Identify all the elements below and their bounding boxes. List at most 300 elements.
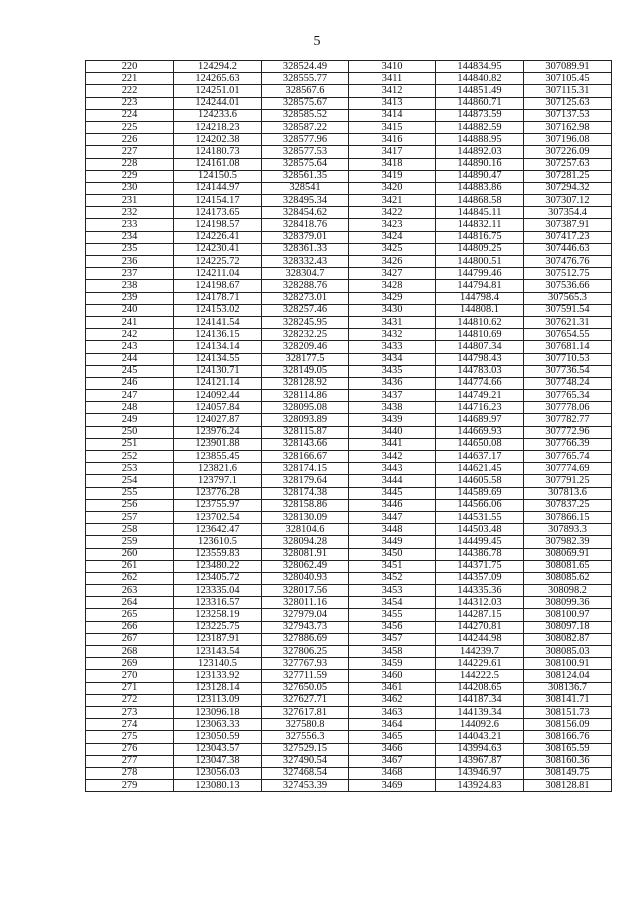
y-coordinate-b: 308151.73 (524, 706, 612, 718)
table-row (86, 597, 612, 609)
point-number-a: 241 (86, 316, 174, 328)
y-coordinate-a: 327453.39 (262, 780, 349, 792)
point-number-a: 246 (86, 377, 174, 389)
y-coordinate-a: 328555.77 (262, 73, 349, 85)
point-number-b: 3418 (349, 158, 436, 170)
point-number-a: 220 (86, 61, 174, 73)
y-coordinate-a: 328524.49 (262, 61, 349, 73)
y-coordinate-a: 328575.67 (262, 97, 349, 109)
y-coordinate-a: 327580.8 (262, 719, 349, 731)
y-coordinate-a: 328245.95 (262, 316, 349, 328)
y-coordinate-b: 307748.24 (524, 377, 612, 389)
table-row (86, 670, 612, 682)
y-coordinate-b: 307893.3 (524, 524, 612, 536)
x-coordinate-a: 124150.5 (174, 170, 262, 182)
table-row (86, 268, 612, 280)
y-coordinate-b: 308100.97 (524, 609, 612, 621)
y-coordinate-a: 327943.73 (262, 621, 349, 633)
y-coordinate-a: 327556.3 (262, 731, 349, 743)
point-number-a: 255 (86, 487, 174, 499)
point-number-b: 3442 (349, 451, 436, 463)
y-coordinate-b: 307565.3 (524, 292, 612, 304)
point-number-a: 277 (86, 755, 174, 767)
table-row (86, 207, 612, 219)
x-coordinate-b: 144840.82 (436, 73, 524, 85)
table-row (86, 170, 612, 182)
y-coordinate-a: 327711.59 (262, 670, 349, 682)
y-coordinate-b: 307089.91 (524, 61, 612, 73)
y-coordinate-b: 308124.04 (524, 670, 612, 682)
point-number-a: 257 (86, 511, 174, 523)
point-number-b: 3419 (349, 170, 436, 182)
y-coordinate-a: 327490.54 (262, 755, 349, 767)
point-number-b: 3423 (349, 219, 436, 231)
table-row (86, 536, 612, 548)
table-row (86, 475, 612, 487)
y-coordinate-a: 328174.15 (262, 463, 349, 475)
x-coordinate-a: 123140.5 (174, 658, 262, 670)
point-number-b: 3411 (349, 73, 436, 85)
x-coordinate-b: 144774.66 (436, 377, 524, 389)
x-coordinate-b: 144229.61 (436, 658, 524, 670)
point-number-b: 3435 (349, 365, 436, 377)
x-coordinate-b: 144589.69 (436, 487, 524, 499)
point-number-a: 231 (86, 195, 174, 207)
point-number-b: 3451 (349, 560, 436, 572)
point-number-a: 232 (86, 207, 174, 219)
table-row (86, 609, 612, 621)
y-coordinate-b: 307307.12 (524, 195, 612, 207)
table-row (86, 402, 612, 414)
x-coordinate-b: 144809.25 (436, 243, 524, 255)
y-coordinate-a: 328561.35 (262, 170, 349, 182)
x-coordinate-a: 124198.57 (174, 219, 262, 231)
y-coordinate-b: 307257.63 (524, 158, 612, 170)
x-coordinate-a: 123113.09 (174, 694, 262, 706)
point-number-a: 265 (86, 609, 174, 621)
y-coordinate-b: 307354.4 (524, 207, 612, 219)
x-coordinate-a: 124057.84 (174, 402, 262, 414)
y-coordinate-a: 328304.7 (262, 268, 349, 280)
x-coordinate-a: 124226.41 (174, 231, 262, 243)
y-coordinate-b: 307791.25 (524, 475, 612, 487)
y-coordinate-b: 307654.55 (524, 329, 612, 341)
y-coordinate-b: 307294.32 (524, 182, 612, 194)
table-row (86, 719, 612, 731)
x-coordinate-a: 124233.6 (174, 109, 262, 121)
y-coordinate-b: 308160.36 (524, 755, 612, 767)
y-coordinate-a: 328577.96 (262, 134, 349, 146)
point-number-a: 273 (86, 706, 174, 718)
x-coordinate-b: 144371.75 (436, 560, 524, 572)
point-number-b: 3416 (349, 134, 436, 146)
x-coordinate-a: 123405.72 (174, 572, 262, 584)
x-coordinate-a: 124134.14 (174, 341, 262, 353)
x-coordinate-b: 143967.87 (436, 755, 524, 767)
y-coordinate-a: 327617.81 (262, 706, 349, 718)
point-number-a: 248 (86, 402, 174, 414)
table-row (86, 682, 612, 694)
x-coordinate-a: 124225.72 (174, 256, 262, 268)
x-coordinate-b: 144834.95 (436, 61, 524, 73)
y-coordinate-a: 328166.67 (262, 451, 349, 463)
point-number-b: 3464 (349, 719, 436, 731)
point-number-b: 3459 (349, 658, 436, 670)
x-coordinate-a: 124202.38 (174, 134, 262, 146)
x-coordinate-b: 144208.65 (436, 682, 524, 694)
table-row (86, 706, 612, 718)
point-number-a: 271 (86, 682, 174, 694)
point-number-a: 235 (86, 243, 174, 255)
y-coordinate-b: 307162.98 (524, 121, 612, 133)
point-number-b: 3447 (349, 511, 436, 523)
y-coordinate-a: 328273.01 (262, 292, 349, 304)
table-row (86, 280, 612, 292)
point-number-a: 226 (86, 134, 174, 146)
x-coordinate-b: 144810.62 (436, 316, 524, 328)
y-coordinate-b: 308085.03 (524, 646, 612, 658)
x-coordinate-b: 144531.55 (436, 511, 524, 523)
table-row (86, 780, 612, 792)
x-coordinate-a: 123821.6 (174, 463, 262, 475)
point-number-a: 264 (86, 597, 174, 609)
point-number-b: 3450 (349, 548, 436, 560)
y-coordinate-a: 328577.53 (262, 146, 349, 158)
point-number-b: 3457 (349, 633, 436, 645)
x-coordinate-a: 124244.01 (174, 97, 262, 109)
table-row (86, 316, 612, 328)
point-number-b: 3445 (349, 487, 436, 499)
x-coordinate-b: 144888.95 (436, 134, 524, 146)
y-coordinate-a: 327627.71 (262, 694, 349, 706)
table-row (86, 146, 612, 158)
y-coordinate-b: 307866.15 (524, 511, 612, 523)
y-coordinate-a: 328495.34 (262, 195, 349, 207)
table-row (86, 377, 612, 389)
point-number-a: 269 (86, 658, 174, 670)
y-coordinate-b: 307417.23 (524, 231, 612, 243)
x-coordinate-b: 144499.45 (436, 536, 524, 548)
y-coordinate-a: 328332.43 (262, 256, 349, 268)
point-number-a: 274 (86, 719, 174, 731)
y-coordinate-a: 328115.87 (262, 426, 349, 438)
y-coordinate-a: 328149.05 (262, 365, 349, 377)
x-coordinate-a: 123642.47 (174, 524, 262, 536)
table-row (86, 511, 612, 523)
x-coordinate-b: 144650.08 (436, 438, 524, 450)
point-number-b: 3448 (349, 524, 436, 536)
y-coordinate-b: 307476.76 (524, 256, 612, 268)
coordinate-table-body (86, 61, 612, 792)
y-coordinate-b: 308100.91 (524, 658, 612, 670)
table-row (86, 524, 612, 536)
x-coordinate-b: 144092.6 (436, 719, 524, 731)
x-coordinate-a: 123187.91 (174, 633, 262, 645)
point-number-a: 272 (86, 694, 174, 706)
point-number-a: 243 (86, 341, 174, 353)
point-number-b: 3449 (349, 536, 436, 548)
page-number: 5 (313, 34, 321, 49)
x-coordinate-a: 123901.88 (174, 438, 262, 450)
x-coordinate-b: 144832.11 (436, 219, 524, 231)
y-coordinate-b: 307446.63 (524, 243, 612, 255)
y-coordinate-b: 307982.39 (524, 536, 612, 548)
table-row (86, 85, 612, 97)
y-coordinate-a: 328567.6 (262, 85, 349, 97)
y-coordinate-b: 307226.09 (524, 146, 612, 158)
table-row (86, 182, 612, 194)
x-coordinate-a: 124134.55 (174, 353, 262, 365)
x-coordinate-a: 123480.22 (174, 560, 262, 572)
point-number-b: 3458 (349, 646, 436, 658)
y-coordinate-a: 328040.93 (262, 572, 349, 584)
point-number-b: 3443 (349, 463, 436, 475)
point-number-b: 3460 (349, 670, 436, 682)
point-number-a: 267 (86, 633, 174, 645)
point-number-b: 3438 (349, 402, 436, 414)
point-number-b: 3425 (349, 243, 436, 255)
table-row (86, 390, 612, 402)
x-coordinate-b: 144239.7 (436, 646, 524, 658)
point-number-a: 252 (86, 451, 174, 463)
x-coordinate-b: 144270.81 (436, 621, 524, 633)
y-coordinate-a: 328104.6 (262, 524, 349, 536)
point-number-b: 3433 (349, 341, 436, 353)
x-coordinate-a: 123797.1 (174, 475, 262, 487)
x-coordinate-b: 144890.16 (436, 158, 524, 170)
table-row (86, 243, 612, 255)
table-row (86, 438, 612, 450)
x-coordinate-a: 123225.75 (174, 621, 262, 633)
point-number-a: 227 (86, 146, 174, 158)
table-row (86, 256, 612, 268)
x-coordinate-a: 123080.13 (174, 780, 262, 792)
y-coordinate-a: 328454.62 (262, 207, 349, 219)
table-row (86, 365, 612, 377)
point-number-a: 250 (86, 426, 174, 438)
table-row (86, 731, 612, 743)
x-coordinate-a: 123702.54 (174, 511, 262, 523)
x-coordinate-b: 144892.03 (436, 146, 524, 158)
x-coordinate-b: 144335.36 (436, 585, 524, 597)
y-coordinate-a: 327979.04 (262, 609, 349, 621)
x-coordinate-a: 123143.54 (174, 646, 262, 658)
y-coordinate-a: 328361.33 (262, 243, 349, 255)
table-row (86, 414, 612, 426)
y-coordinate-a: 327886.69 (262, 633, 349, 645)
point-number-b: 3455 (349, 609, 436, 621)
x-coordinate-a: 124265.63 (174, 73, 262, 85)
y-coordinate-b: 308099.36 (524, 597, 612, 609)
x-coordinate-a: 124121.14 (174, 377, 262, 389)
point-number-b: 3469 (349, 780, 436, 792)
table-row (86, 694, 612, 706)
x-coordinate-a: 123976.24 (174, 426, 262, 438)
point-number-a: 236 (86, 256, 174, 268)
x-coordinate-a: 123043.57 (174, 743, 262, 755)
table-row (86, 743, 612, 755)
table-row (86, 548, 612, 560)
x-coordinate-b: 144807.34 (436, 341, 524, 353)
x-coordinate-a: 123128.14 (174, 682, 262, 694)
y-coordinate-a: 328575.64 (262, 158, 349, 170)
y-coordinate-b: 308085.62 (524, 572, 612, 584)
point-number-a: 229 (86, 170, 174, 182)
table-row (86, 134, 612, 146)
y-coordinate-b: 307536.66 (524, 280, 612, 292)
point-number-b: 3412 (349, 85, 436, 97)
point-number-b: 3431 (349, 316, 436, 328)
point-number-b: 3446 (349, 499, 436, 511)
table-row (86, 621, 612, 633)
point-number-a: 268 (86, 646, 174, 658)
point-number-b: 3465 (349, 731, 436, 743)
y-coordinate-b: 307774.69 (524, 463, 612, 475)
y-coordinate-b: 307115.31 (524, 85, 612, 97)
x-coordinate-b: 144139.34 (436, 706, 524, 718)
point-number-b: 3417 (349, 146, 436, 158)
x-coordinate-a: 123755.97 (174, 499, 262, 511)
x-coordinate-b: 144808.1 (436, 304, 524, 316)
y-coordinate-a: 328093.89 (262, 414, 349, 426)
x-coordinate-a: 123316.57 (174, 597, 262, 609)
y-coordinate-b: 307736.54 (524, 365, 612, 377)
point-number-b: 3466 (349, 743, 436, 755)
x-coordinate-a: 123050.59 (174, 731, 262, 743)
x-coordinate-b: 144503.48 (436, 524, 524, 536)
x-coordinate-b: 144669.93 (436, 426, 524, 438)
x-coordinate-b: 144244.98 (436, 633, 524, 645)
point-number-b: 3413 (349, 97, 436, 109)
y-coordinate-b: 307766.39 (524, 438, 612, 450)
table-row (86, 73, 612, 85)
y-coordinate-b: 307105.45 (524, 73, 612, 85)
y-coordinate-a: 328257.46 (262, 304, 349, 316)
point-number-a: 224 (86, 109, 174, 121)
y-coordinate-b: 307782.77 (524, 414, 612, 426)
y-coordinate-a: 327650.05 (262, 682, 349, 694)
y-coordinate-b: 308082.87 (524, 633, 612, 645)
point-number-b: 3441 (349, 438, 436, 450)
point-number-b: 3454 (349, 597, 436, 609)
point-number-b: 3429 (349, 292, 436, 304)
point-number-b: 3444 (349, 475, 436, 487)
x-coordinate-b: 144816.75 (436, 231, 524, 243)
x-coordinate-a: 124136.15 (174, 329, 262, 341)
table-row (86, 755, 612, 767)
table-row (86, 231, 612, 243)
x-coordinate-a: 124173.65 (174, 207, 262, 219)
y-coordinate-b: 307125.63 (524, 97, 612, 109)
point-number-a: 253 (86, 463, 174, 475)
x-coordinate-a: 123559.83 (174, 548, 262, 560)
point-number-a: 258 (86, 524, 174, 536)
x-coordinate-a: 123335.04 (174, 585, 262, 597)
x-coordinate-b: 144845.11 (436, 207, 524, 219)
table-row (86, 329, 612, 341)
x-coordinate-b: 144621.45 (436, 463, 524, 475)
point-number-b: 3452 (349, 572, 436, 584)
point-number-b: 3421 (349, 195, 436, 207)
x-coordinate-a: 124144.97 (174, 182, 262, 194)
table-row (86, 195, 612, 207)
table-row (86, 61, 612, 73)
y-coordinate-b: 308128.81 (524, 780, 612, 792)
x-coordinate-b: 144187.34 (436, 694, 524, 706)
table-row (86, 463, 612, 475)
point-number-b: 3456 (349, 621, 436, 633)
table-row (86, 97, 612, 109)
point-number-a: 233 (86, 219, 174, 231)
point-number-a: 225 (86, 121, 174, 133)
y-coordinate-b: 308069.91 (524, 548, 612, 560)
table-row (86, 426, 612, 438)
point-number-b: 3428 (349, 280, 436, 292)
x-coordinate-a: 124230.41 (174, 243, 262, 255)
y-coordinate-a: 327767.93 (262, 658, 349, 670)
point-number-a: 261 (86, 560, 174, 572)
y-coordinate-a: 328418.76 (262, 219, 349, 231)
x-coordinate-b: 144312.03 (436, 597, 524, 609)
x-coordinate-a: 124294.2 (174, 61, 262, 73)
y-coordinate-b: 308081.65 (524, 560, 612, 572)
x-coordinate-b: 144868.58 (436, 195, 524, 207)
y-coordinate-a: 328114.86 (262, 390, 349, 402)
x-coordinate-a: 123063.33 (174, 719, 262, 731)
x-coordinate-a: 124141.54 (174, 316, 262, 328)
x-coordinate-b: 144851.49 (436, 85, 524, 97)
y-coordinate-b: 308097.18 (524, 621, 612, 633)
x-coordinate-a: 123258.19 (174, 609, 262, 621)
table-row (86, 158, 612, 170)
x-coordinate-b: 143946.97 (436, 767, 524, 779)
table-row (86, 353, 612, 365)
point-number-a: 249 (86, 414, 174, 426)
x-coordinate-b: 144287.15 (436, 609, 524, 621)
y-coordinate-a: 328095.08 (262, 402, 349, 414)
point-number-a: 244 (86, 353, 174, 365)
x-coordinate-b: 143994.63 (436, 743, 524, 755)
point-number-a: 228 (86, 158, 174, 170)
point-number-b: 3468 (349, 767, 436, 779)
table-row (86, 451, 612, 463)
point-number-a: 262 (86, 572, 174, 584)
y-coordinate-b: 308165.59 (524, 743, 612, 755)
x-coordinate-a: 124154.17 (174, 195, 262, 207)
table-row (86, 767, 612, 779)
y-coordinate-b: 307778.06 (524, 402, 612, 414)
y-coordinate-b: 308098.2 (524, 585, 612, 597)
y-coordinate-b: 307765.74 (524, 451, 612, 463)
table-row (86, 633, 612, 645)
y-coordinate-b: 307387.91 (524, 219, 612, 231)
y-coordinate-a: 328128.92 (262, 377, 349, 389)
table-row (86, 109, 612, 121)
x-coordinate-b: 144783.03 (436, 365, 524, 377)
x-coordinate-a: 124251.01 (174, 85, 262, 97)
y-coordinate-b: 307772.96 (524, 426, 612, 438)
x-coordinate-b: 144749.21 (436, 390, 524, 402)
x-coordinate-b: 144689.97 (436, 414, 524, 426)
x-coordinate-a: 123133.92 (174, 670, 262, 682)
x-coordinate-b: 144882.59 (436, 121, 524, 133)
x-coordinate-b: 143924.83 (436, 780, 524, 792)
x-coordinate-a: 124027.87 (174, 414, 262, 426)
point-number-a: 276 (86, 743, 174, 755)
y-coordinate-b: 307512.75 (524, 268, 612, 280)
point-number-a: 251 (86, 438, 174, 450)
point-number-b: 3434 (349, 353, 436, 365)
